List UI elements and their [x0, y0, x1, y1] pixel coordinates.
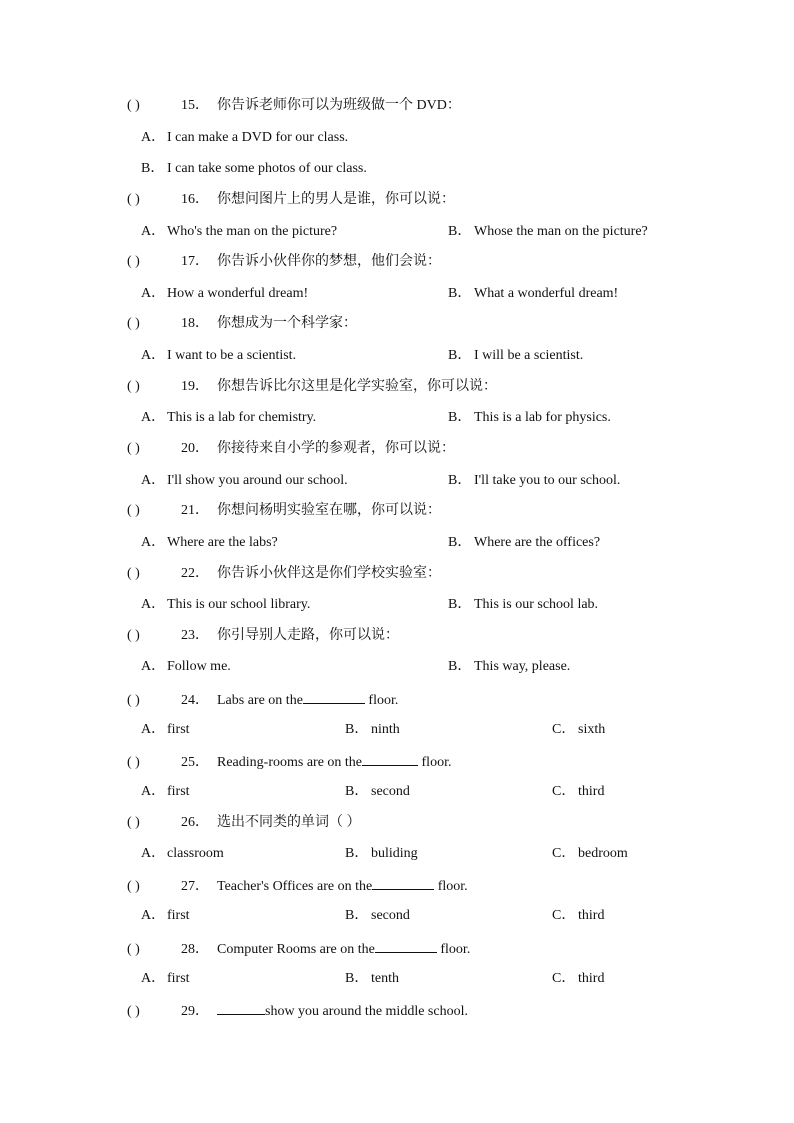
option-b[interactable]: [448, 533, 600, 553]
question-27: [127, 875, 468, 895]
option-b[interactable]: [345, 969, 399, 989]
question-text: 你想成为一个科学家：: [217, 316, 357, 331]
question-text: Reading-rooms are on the: [217, 755, 363, 770]
option-text: sixth: [578, 722, 606, 737]
option-letter: A．: [141, 846, 166, 861]
option-letter: A．: [141, 410, 166, 425]
question-20: [127, 439, 455, 459]
option-text: third: [578, 784, 605, 799]
answer-paren[interactable]: ( ): [127, 693, 140, 708]
option-text: Who's the man on the picture?: [167, 224, 338, 239]
question-text: 你告诉小伙伴这是你们学校实验室：: [217, 566, 441, 581]
question-number: 20．: [181, 441, 209, 456]
question-text: 你告诉老师你可以为班级做一个 DVD：: [217, 98, 461, 113]
option-a[interactable]: [141, 844, 224, 864]
question-number: 22．: [181, 566, 209, 581]
option-text: second: [371, 908, 410, 923]
fill-blank[interactable]: [217, 1000, 265, 1015]
option-letter: C．: [552, 784, 576, 799]
option-text: I'll show you around our school.: [167, 473, 348, 488]
options-22: [0, 595, 794, 615]
option-text: What a wonderful dream!: [474, 286, 619, 301]
option-text: bedroom: [578, 846, 628, 861]
question-text: Labs are on the: [217, 693, 303, 708]
options-26: [0, 844, 794, 864]
question-text-after: show you around the middle school.: [265, 1004, 468, 1019]
option-text: This is our school lab.: [474, 597, 599, 612]
option-text: classroom: [167, 846, 224, 861]
question-16: [127, 190, 455, 210]
option-b[interactable]: [448, 595, 598, 615]
question-text: Teacher's Offices are on the: [217, 879, 373, 894]
answer-paren[interactable]: ( ): [127, 503, 140, 518]
option-letter: B．: [345, 971, 369, 986]
option-b[interactable]: [448, 346, 583, 366]
question-28: [127, 938, 470, 958]
option-text: This is a lab for chemistry.: [167, 410, 317, 425]
option-letter: A．: [141, 473, 166, 488]
question-text-after: floor.: [418, 755, 452, 770]
options-15b: [0, 159, 794, 179]
answer-paren[interactable]: ( ): [127, 379, 140, 394]
question-24: [127, 689, 398, 709]
fill-blank[interactable]: [375, 938, 437, 953]
answer-paren[interactable]: ( ): [127, 254, 140, 269]
option-letter: A．: [141, 784, 166, 799]
options-28: [0, 969, 794, 989]
option-text: second: [371, 784, 410, 799]
question-21: [127, 501, 441, 521]
answer-paren[interactable]: ( ): [127, 628, 140, 643]
option-text: first: [167, 971, 190, 986]
option-letter: B．: [448, 597, 472, 612]
question-number: 25．: [181, 755, 209, 770]
option-letter: A．: [141, 348, 166, 363]
option-letter: C．: [552, 971, 576, 986]
option-b[interactable]: [345, 844, 418, 864]
fill-blank[interactable]: [303, 689, 365, 704]
answer-paren[interactable]: ( ): [127, 441, 140, 456]
options-24: [0, 720, 794, 740]
question-text: 选出不同类的单词（ ）: [217, 815, 361, 830]
question-text: 你想问图片上的男人是谁，你可以说：: [217, 192, 455, 207]
option-letter: A．: [141, 908, 166, 923]
question-15: [127, 96, 461, 116]
option-c[interactable]: [552, 782, 604, 802]
answer-paren[interactable]: ( ): [127, 1004, 140, 1019]
option-letter: B．: [141, 161, 165, 176]
option-letter: B．: [448, 410, 472, 425]
option-c[interactable]: [552, 969, 604, 989]
question-number: 17．: [181, 254, 209, 269]
option-letter: A．: [141, 971, 166, 986]
options-23: [0, 657, 794, 677]
option-text: buliding: [371, 846, 418, 861]
option-b[interactable]: [345, 906, 410, 926]
option-text: third: [578, 908, 605, 923]
question-number: 18．: [181, 316, 209, 331]
option-letter: B．: [448, 348, 472, 363]
option-text: This way, please.: [474, 659, 571, 674]
option-letter: A．: [141, 224, 166, 239]
question-number: 15．: [181, 98, 209, 113]
option-letter: A．: [141, 597, 166, 612]
question-number: 16．: [181, 192, 209, 207]
question-number: 29．: [181, 1004, 209, 1019]
option-b[interactable]: [448, 284, 618, 304]
options-17: [0, 284, 794, 304]
option-a[interactable]: [141, 595, 310, 615]
option-text: This is our school library.: [167, 597, 311, 612]
question-number: 21．: [181, 503, 209, 518]
option-letter: C．: [552, 722, 576, 737]
question-text-after: floor.: [436, 942, 471, 957]
question-22: [127, 564, 441, 584]
option-letter: B．: [345, 846, 369, 861]
option-b[interactable]: [345, 782, 410, 802]
option-b[interactable]: [448, 222, 648, 242]
option-b[interactable]: [345, 720, 400, 740]
options-27: [0, 906, 794, 926]
question-text-after: floor.: [434, 879, 468, 894]
question-26: [127, 813, 361, 833]
answer-paren[interactable]: ( ): [127, 879, 140, 894]
option-text: Follow me.: [167, 659, 231, 674]
options-20: [0, 471, 794, 491]
option-text: first: [167, 908, 190, 923]
options-16: [0, 222, 794, 242]
answer-paren[interactable]: ( ): [127, 942, 140, 957]
answer-paren[interactable]: ( ): [127, 815, 140, 830]
option-text: I can take some photos of our class.: [167, 161, 367, 176]
options-21: [0, 533, 794, 553]
option-text: I want to be a scientist.: [167, 348, 297, 363]
question-text: 你接待来自小学的参观者，你可以说：: [217, 441, 455, 456]
option-text: I will be a scientist.: [474, 348, 584, 363]
answer-paren[interactable]: ( ): [127, 192, 140, 207]
question-29: [127, 1000, 468, 1020]
options-18: [0, 346, 794, 366]
option-letter: B．: [345, 722, 369, 737]
option-letter: C．: [552, 846, 576, 861]
question-25: [127, 751, 451, 771]
option-text: I can make a DVD for our class.: [167, 130, 349, 145]
question-23: [127, 626, 399, 646]
option-a[interactable]: [141, 346, 296, 366]
option-letter: A．: [141, 659, 166, 674]
question-number: 24．: [181, 693, 209, 708]
option-letter: B．: [448, 535, 472, 550]
option-a[interactable]: [141, 222, 337, 242]
question-text: Computer Rooms are on the: [217, 942, 375, 957]
option-letter: A．: [141, 130, 166, 145]
option-b[interactable]: [141, 159, 367, 179]
answer-paren[interactable]: ( ): [127, 316, 140, 331]
option-b[interactable]: [448, 657, 570, 677]
question-number: 27．: [181, 879, 209, 894]
option-letter: A．: [141, 535, 166, 550]
option-text: Where are the labs?: [167, 535, 278, 550]
option-letter: B．: [448, 286, 472, 301]
options-25: [0, 782, 794, 802]
option-b[interactable]: [448, 408, 611, 428]
question-number: 26．: [181, 815, 209, 830]
option-a[interactable]: [141, 906, 190, 926]
options-15a: [0, 128, 794, 148]
option-b[interactable]: [448, 471, 620, 491]
question-17: [127, 252, 441, 272]
option-a[interactable]: [141, 782, 190, 802]
option-letter: A．: [141, 722, 166, 737]
question-number: 23．: [181, 628, 209, 643]
option-c[interactable]: [552, 906, 604, 926]
question-text: 你引导别人走路，你可以说：: [217, 628, 399, 643]
option-a[interactable]: [141, 284, 308, 304]
option-text: This is a lab for physics.: [474, 410, 611, 425]
option-c[interactable]: [552, 844, 628, 864]
option-letter: C．: [552, 908, 576, 923]
option-a[interactable]: [141, 128, 348, 148]
option-a[interactable]: [141, 471, 348, 491]
option-letter: B．: [448, 224, 472, 239]
question-text: 你告诉小伙伴你的梦想，他们会说：: [217, 254, 441, 269]
option-a[interactable]: [141, 720, 190, 740]
option-text: first: [167, 722, 190, 737]
option-text: I'll take you to our school.: [474, 473, 621, 488]
option-text: How a wonderful dream!: [167, 286, 309, 301]
option-letter: B．: [345, 784, 369, 799]
option-a[interactable]: [141, 969, 190, 989]
question-19: [127, 377, 497, 397]
option-text: third: [578, 971, 605, 986]
option-letter: B．: [448, 473, 472, 488]
question-number: 19．: [181, 379, 209, 394]
option-c[interactable]: [552, 720, 605, 740]
option-letter: A．: [141, 286, 166, 301]
fill-blank[interactable]: [372, 875, 434, 890]
option-text: Where are the offices?: [474, 535, 601, 550]
option-letter: B．: [448, 659, 472, 674]
option-text: first: [167, 784, 190, 799]
option-a[interactable]: [141, 657, 231, 677]
fill-blank[interactable]: [362, 751, 418, 766]
options-19: [0, 408, 794, 428]
question-text: 你想问杨明实验室在哪，你可以说：: [217, 503, 441, 518]
question-text: 你想告诉比尔这里是化学实验室，你可以说：: [217, 379, 497, 394]
option-text: Whose the man on the picture?: [474, 224, 648, 239]
answer-paren[interactable]: ( ): [127, 755, 140, 770]
answer-paren[interactable]: ( ): [127, 566, 140, 581]
option-text: ninth: [371, 722, 400, 737]
option-text: tenth: [371, 971, 399, 986]
option-a[interactable]: [141, 408, 316, 428]
answer-paren[interactable]: ( ): [127, 98, 140, 113]
option-letter: B．: [345, 908, 369, 923]
option-a[interactable]: [141, 533, 278, 553]
question-18: [127, 314, 357, 334]
question-text-after: floor.: [364, 693, 399, 708]
question-number: 28．: [181, 942, 209, 957]
